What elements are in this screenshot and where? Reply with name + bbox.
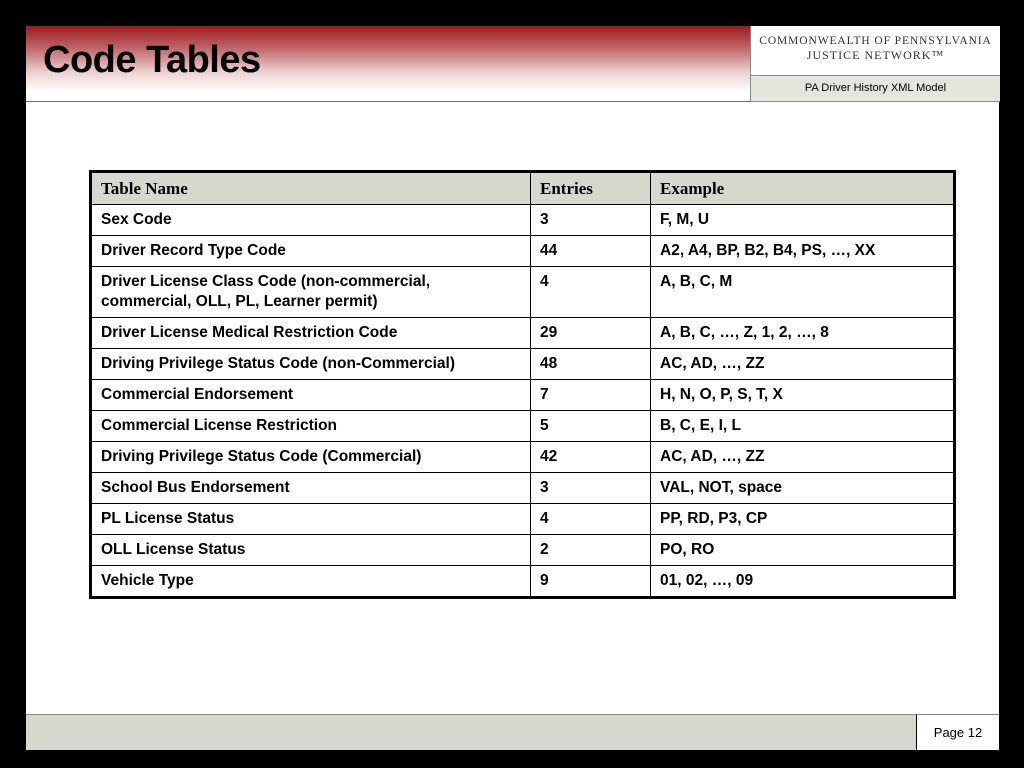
table-name-cell: School Bus Endorsement: [91, 473, 531, 504]
table-name-cell: Driver License Medical Restriction Code: [91, 318, 531, 349]
table-name-cell: Driver License Class Code (non-commercial, commercial, OLL, PL, Learner permit): [91, 267, 531, 318]
table-row: [91, 504, 955, 535]
example-cell: H, N, O, P, S, T, X: [651, 380, 955, 411]
entries-cell: 4: [531, 267, 651, 318]
table-row: [91, 236, 955, 267]
entries-cell: 42: [531, 442, 651, 473]
table-name-cell: OLL License Status: [91, 535, 531, 566]
table-header-row: [91, 172, 955, 205]
table-row: [91, 318, 955, 349]
entries-cell: 3: [531, 205, 651, 236]
table-row: [91, 442, 955, 473]
table-name-cell: Commercial Endorsement: [91, 380, 531, 411]
table-row: [91, 411, 955, 442]
code-tables-table: [89, 170, 956, 599]
table-name-cell: Driver Record Type Code: [91, 236, 531, 267]
column-header-table-name: Table Name: [91, 172, 531, 205]
column-header-entries: Entries: [531, 172, 651, 205]
example-cell: F, M, U: [651, 205, 955, 236]
table-name-cell: Vehicle Type: [91, 566, 531, 598]
example-cell: A, B, C, …, Z, 1, 2, …, 8: [651, 318, 955, 349]
entries-cell: 48: [531, 349, 651, 380]
table-name-cell: Driving Privilege Status Code (non-Commercial): [91, 349, 531, 380]
table-row: [91, 205, 955, 236]
example-cell: PP, RD, P3, CP: [651, 504, 955, 535]
entries-cell: 5: [531, 411, 651, 442]
title-bar: [26, 26, 750, 102]
entries-cell: 7: [531, 380, 651, 411]
example-cell: AC, AD, …, ZZ: [651, 442, 955, 473]
example-cell: A, B, C, M: [651, 267, 955, 318]
entries-cell: 9: [531, 566, 651, 598]
table-row: [91, 380, 955, 411]
column-header-example: Example: [651, 172, 955, 205]
table-name-cell: Driving Privilege Status Code (Commercial): [91, 442, 531, 473]
example-cell: PO, RO: [651, 535, 955, 566]
table-row: [91, 473, 955, 504]
organization-logo: [750, 26, 1000, 76]
entries-cell: 44: [531, 236, 651, 267]
example-cell: AC, AD, …, ZZ: [651, 349, 955, 380]
table-row: [91, 267, 955, 318]
logo-line-justice-network: JUSTICE NETWORK™: [806, 48, 945, 62]
example-cell: VAL, NOT, space: [651, 473, 955, 504]
entries-cell: 2: [531, 535, 651, 566]
document-subtitle: PA Driver History XML Model: [750, 76, 1000, 102]
page-title: Code Tables: [43, 39, 261, 81]
table-name-cell: PL License Status: [91, 504, 531, 535]
table-row: [91, 535, 955, 566]
page-number: Page 12: [916, 714, 999, 750]
footer-bar: [26, 714, 916, 750]
slide: [26, 26, 999, 750]
example-cell: 01, 02, …, 09: [651, 566, 955, 598]
entries-cell: 4: [531, 504, 651, 535]
logo-line-commonwealth: COMMONWEALTH OF PENNSYLVANIA: [759, 35, 992, 47]
example-cell: A2, A4, BP, B2, B4, PS, …, XX: [651, 236, 955, 267]
table-name-cell: Commercial License Restriction: [91, 411, 531, 442]
entries-cell: 29: [531, 318, 651, 349]
entries-cell: 3: [531, 473, 651, 504]
table-row: [91, 566, 955, 598]
table-name-cell: Sex Code: [91, 205, 531, 236]
table-row: [91, 349, 955, 380]
example-cell: B, C, E, I, L: [651, 411, 955, 442]
